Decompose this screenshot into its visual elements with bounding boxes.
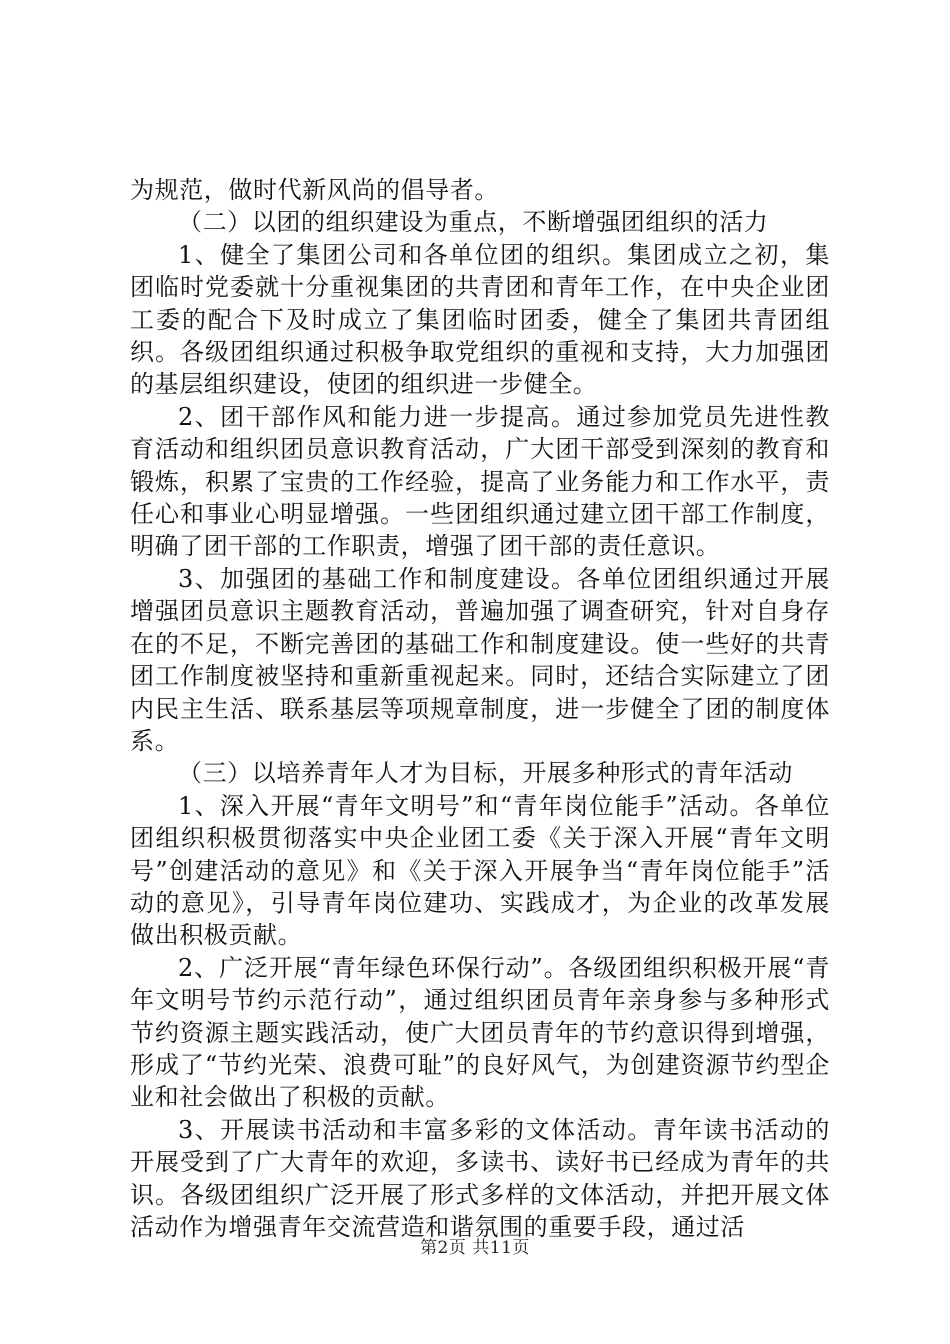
paragraph-reading-activity: 3、开展读书活动和丰富多彩的文体活动。青年读书活动的开展受到了广大青年的欢迎，多读书、读好书已经成为青年的共识。各级团组织广泛开展了形式多样的文体活动，并把开展文体活动作为增强青年交流营造和谐氛围的重要手段，通过活 [130, 1115, 830, 1241]
paragraph-basic-work: 3、加强团的基础工作和制度建设。各单位团组织通过开展增强团员意识主题教育活动，普遍加强了调查研究，针对自身存在的不足，不断完善团的基础工作和制度建设。使一些好的共青团工作制度被坚持和重新重视起来。同时，还结合实际建立了团内民主生活、联系基层等项规章制度，进一步健全了团的制度体系。 [130, 564, 830, 755]
page-number-footer: 第2页 共11页 [420, 1238, 530, 1258]
section-heading-3: （三）以培养青年人才为目标，开展多种形式的青年活动 [178, 759, 793, 788]
paragraph-civilization-activity: 1、深入开展“青年文明号”和“青年岗位能手”活动。各单位团组织积极贯彻落实中央企业团工委《关于深入开展“青年文明号”创建活动的意见》和《关于深入开展争当“青年岗位能手”活动的意见》，引导青年岗位建功、实践成才，为企业的改革发展做出积极贡献。 [130, 791, 830, 950]
section-heading-2: （二）以团的组织建设为重点，不断增强团组织的活力 [178, 208, 769, 237]
document-body [130, 174, 830, 1243]
paragraph-continuation: 为规范，做时代新风尚的倡导者。 [130, 176, 499, 204]
paragraph-green-action: 2、广泛开展“青年绿色环保行动”。各级团组织积极开展“青年文明号节约示范行动”，通过组织团员青年亲身参与多种形式节约资源主题实践活动，使广大团员青年的节约意识得到增强，形成了“节约光荣、浪费可耻”的良好风气，为创建资源节约型企业和社会做出了积极的贡献。 [130, 953, 830, 1112]
paragraph-org-structure: 1、健全了集团公司和各单位团的组织。集团成立之初，集团临时党委就十分重视集团的共青团和青年工作，在中央企业团工委的配合下及时成立了集团临时团委，健全了集团共青团组织。各级团组织通过积极争取党组织的重视和支持，大力加强团的基层组织建设，使团的组织进一步健全。 [130, 240, 830, 399]
paragraph-cadre-ability: 2、团干部作风和能力进一步提高。通过参加党员先进性教育活动和组织团员意识教育活动，广大团干部受到深刻的教育和锻炼，积累了宝贵的工作经验，提高了业务能力和工作水平，责任心和事业心明显增强。一些团组织通过建立团干部工作制度，明确了团干部的工作职责，增强了团干部的责任意识。 [130, 402, 830, 561]
